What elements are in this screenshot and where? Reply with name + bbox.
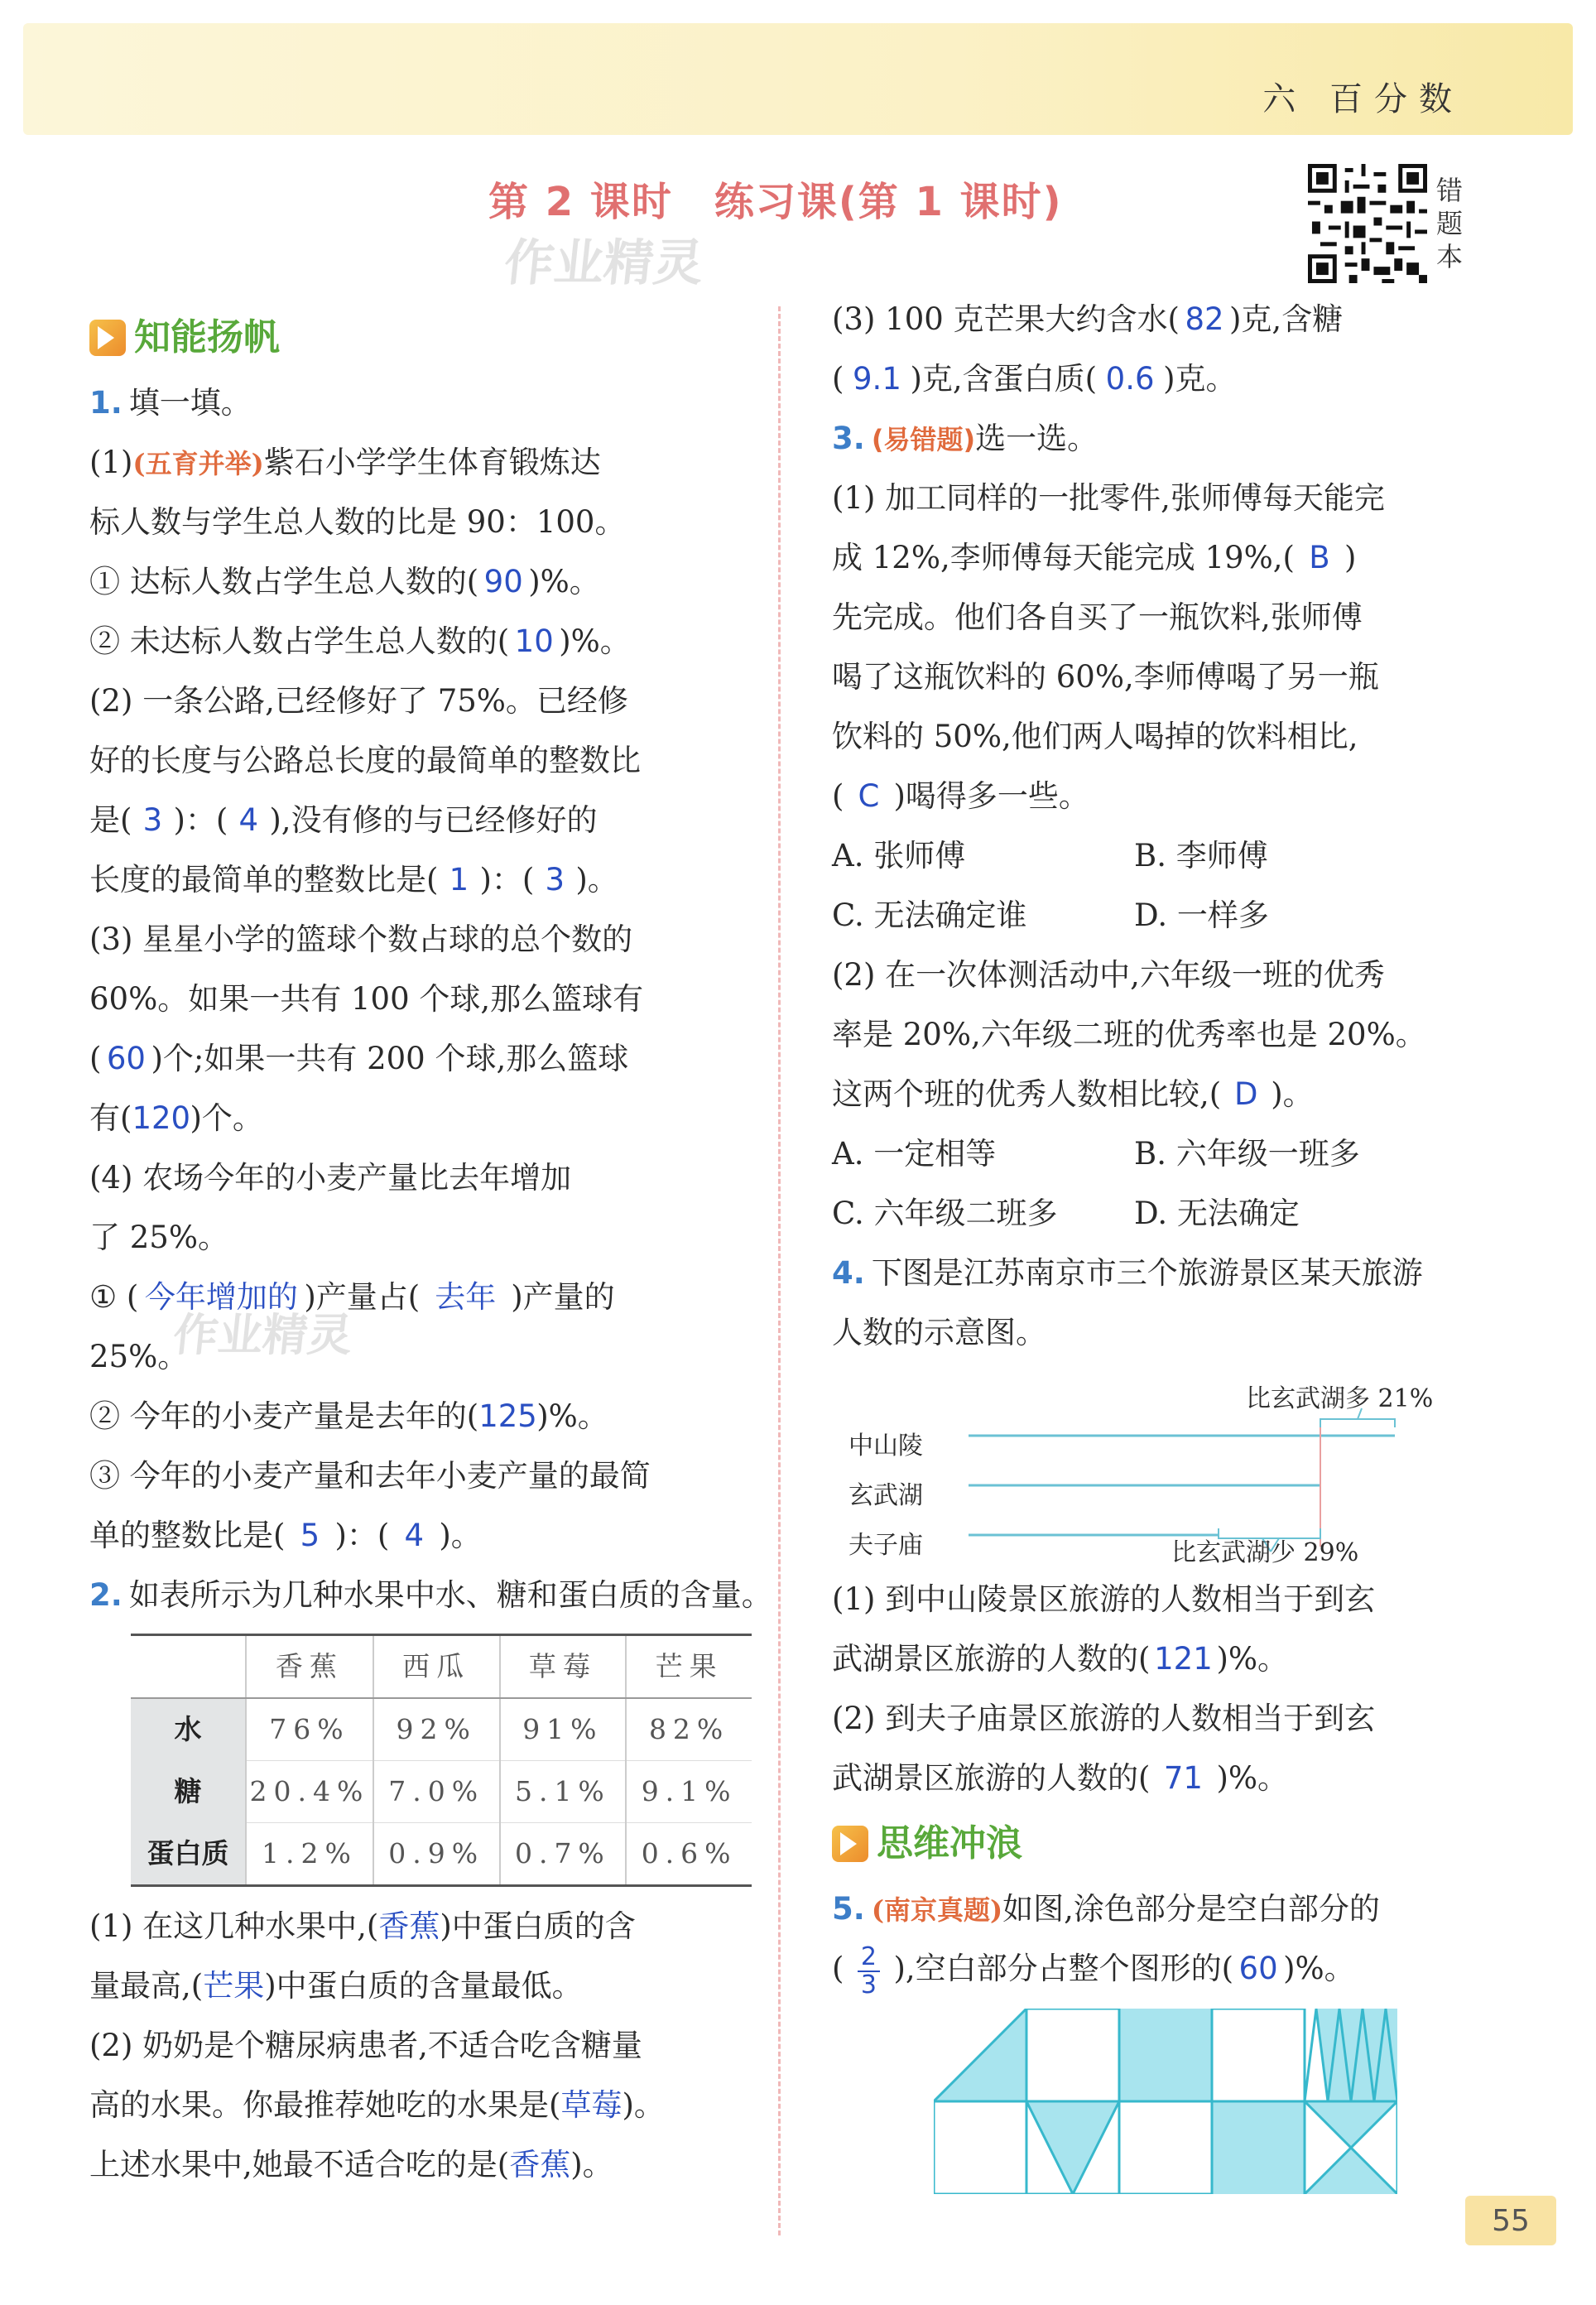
option: C. 无法确定谁 (832, 897, 1027, 933)
diagram-label: 玄武湖 (848, 1481, 923, 1510)
answer: 去年 (435, 1279, 497, 1315)
shaded-grid-figure (934, 2009, 1397, 2194)
q1-line (89, 1387, 752, 1446)
answer: 60 (1238, 1951, 1278, 1986)
q3-line: (2) 在一次体测活动中,六年级一班的优秀 (832, 957, 1385, 993)
table-cell: 0.7% (500, 1823, 627, 1886)
section-header-siwei (832, 1808, 1486, 1879)
table-cell: 0.6% (626, 1823, 752, 1886)
q1-line (89, 791, 752, 850)
chapter-title: 六 百分数 (1262, 80, 1464, 118)
option: C. 六年级二班多 (832, 1196, 1058, 1231)
text: 量最高,( (89, 1968, 204, 2004)
text: )。 (622, 2087, 665, 2123)
table-cell: 76% (246, 1698, 373, 1761)
diagram-note-top: 比玄武湖多 21% (1246, 1384, 1434, 1413)
wave-icon (832, 1826, 868, 1862)
answer: 120 (132, 1100, 191, 1136)
q1-line: 好的长度与公路总长度的最简单的整数比 (89, 743, 641, 778)
option: B. 六年级一班多 (1134, 1136, 1360, 1172)
answer: 草莓 (560, 2087, 623, 2123)
question-number: 5. (832, 1891, 865, 1927)
table-cell: 1.2% (246, 1823, 373, 1886)
answer: 4 (238, 802, 259, 838)
question-title: 选一选。 (975, 421, 1098, 456)
q1-line: 了 25%。 (89, 1220, 228, 1255)
answer: D (1233, 1076, 1258, 1112)
answer: B (1309, 540, 1330, 575)
text: )：( (334, 1518, 390, 1553)
answer: 4 (404, 1518, 425, 1553)
text: 成 12%,李师傅每天能完成 19%,( (832, 540, 1295, 575)
text: ),没有修的与已经修好的 (269, 802, 598, 838)
question-number: 1. (89, 385, 123, 421)
text: )个;如果一共有 200 个球,那么篮球 (151, 1041, 629, 1076)
q3-options (832, 1184, 1486, 1244)
table-cell: 82% (626, 1698, 752, 1761)
qr-label: 错题本 (1436, 175, 1464, 272)
q1-line (89, 552, 752, 612)
text: )。 (439, 1518, 482, 1553)
q2-line (89, 2135, 752, 2195)
text: ② 未达标人数占学生总人数的( (89, 623, 510, 659)
text: ( (832, 361, 844, 397)
text: )%。 (536, 1398, 608, 1434)
question-number: 3. (832, 421, 865, 456)
q1-line (89, 1089, 752, 1148)
text: ① ( (89, 1279, 139, 1315)
text: ( (89, 1041, 102, 1076)
question-1-header (89, 373, 752, 433)
diagram-note-bottom: 比玄武湖少 29% (1171, 1538, 1359, 1567)
table-cell: 91% (500, 1698, 627, 1761)
question-title: 如表所示为几种水果中水、糖和蛋白质的含量。 (128, 1577, 772, 1613)
q2-line (89, 1897, 752, 1956)
text: (1) 在这几种水果中,( (89, 1908, 379, 1944)
text: 紫石小学学生体育锻炼达 (263, 445, 601, 480)
table-cell: 0.9% (373, 1823, 500, 1886)
q3-line: 先完成。他们各自买了一瓶饮料,张师傅 (832, 599, 1363, 635)
table-column-header: 香蕉 (246, 1635, 373, 1699)
table-column-header: 芒果 (626, 1635, 752, 1699)
q3-line: 喝了这瓶饮料的 60%,李师傅喝了另一瓶 (832, 659, 1379, 695)
tag-label: (南京真题) (871, 1894, 1003, 1926)
question-title: 下图是江苏南京市三个旅游景区某天旅游 (871, 1255, 1423, 1291)
text: 这两个班的优秀人数相比较,( (832, 1076, 1222, 1112)
q1-line: 60%。如果一共有 100 个球,那么篮球有 (89, 981, 644, 1017)
table-cell: 5.1% (500, 1761, 627, 1823)
fraction-denominator: 3 (860, 1970, 877, 1999)
fraction (858, 1944, 880, 1999)
watermark: 作业精灵 (171, 1309, 355, 1361)
q4-line: (2) 到夫子庙景区旅游的人数相当于到玄 (832, 1701, 1376, 1736)
text: 长度的最简单的整数比是( (89, 862, 439, 897)
answer: 5 (300, 1518, 320, 1553)
question-3-header (832, 409, 1486, 469)
section-header-zhineng (89, 302, 752, 373)
q1-line (89, 433, 752, 493)
question-2-header (89, 1566, 772, 1625)
page-title: 第 2 课时 练习课(第 1 课时) (488, 179, 1063, 225)
text: )克,含蛋白质( (910, 361, 1098, 397)
text: ) (1344, 540, 1357, 575)
option: D. 无法确定 (1134, 1196, 1300, 1231)
answer: 0.6 (1105, 361, 1155, 397)
left-column (89, 302, 772, 2195)
question-5-header (832, 1879, 1486, 1939)
q1-line (89, 1029, 752, 1089)
text: )产量占( (304, 1279, 421, 1315)
answer: 90 (483, 564, 523, 599)
text: )中蛋白质的含量最低。 (264, 1968, 583, 2004)
text: 上述水果中,她最不适合吃的是( (89, 2147, 510, 2182)
text: 是( (89, 802, 132, 838)
text: ① 达标人数占学生总人数的( (89, 564, 479, 599)
q3-options (832, 886, 1486, 946)
text: )%。 (528, 564, 600, 599)
table-cell: 7.0% (373, 1761, 500, 1823)
answer: 10 (514, 623, 554, 659)
q2-line (832, 290, 1486, 349)
table-row-header: 蛋白质 (131, 1823, 246, 1886)
text: )%。 (1216, 1641, 1289, 1677)
question-number: 2. (89, 1577, 123, 1613)
option: B. 李师傅 (1134, 838, 1268, 873)
answer: C (858, 778, 880, 814)
text: )：( (173, 802, 228, 838)
table-row-header: 水 (131, 1698, 246, 1761)
q1-line (89, 1506, 752, 1566)
q3-line: 率是 20%,六年级二班的优秀率也是 20%。 (832, 1017, 1426, 1052)
q3-options (832, 826, 1486, 886)
text: 武湖景区旅游的人数的( (832, 1641, 1151, 1677)
question-title: 如图,涂色部分是空白部分的 (1002, 1891, 1380, 1927)
text: )。 (1271, 1076, 1314, 1112)
fruit-nutrition-table (131, 1634, 752, 1887)
answer: 3 (545, 862, 565, 897)
table-column-header: 草莓 (500, 1635, 627, 1699)
question-title: 填一填。 (128, 385, 252, 421)
text: ( (832, 778, 844, 814)
diagram-label: 夫子庙 (848, 1531, 923, 1560)
q3-line (832, 528, 1486, 588)
answer: 82 (1185, 301, 1224, 337)
table-cell: 20.4% (246, 1761, 373, 1823)
text: )克。 (1163, 361, 1237, 397)
q1-line: (3) 星星小学的篮球个数占球的总个数的 (89, 922, 633, 957)
question-4-header (832, 1244, 1486, 1303)
right-column (832, 290, 1486, 2194)
q1-line: 标人数与学生总人数的比是 90：100。 (89, 504, 626, 540)
q2-line: (2) 奶奶是个糖尿病患者,不适合吃含糖量 (89, 2028, 642, 2063)
text: )%。 (1283, 1951, 1355, 1986)
table-cell: 9.1% (626, 1761, 752, 1823)
q3-line (832, 1065, 1486, 1124)
table-header-row (131, 1635, 752, 1699)
answer: 香蕉 (509, 2147, 571, 2182)
answer: 121 (1154, 1641, 1213, 1677)
table-row (131, 1823, 752, 1886)
q5-line (832, 1939, 1486, 2005)
q1-line (89, 612, 752, 671)
column-divider (778, 306, 781, 2235)
text: ( (832, 1951, 844, 1986)
tag-label: (五育并举) (132, 448, 264, 479)
q3-options (832, 1124, 1486, 1184)
q1-line: (2) 一条公路,已经修好了 75%。已经修 (89, 683, 628, 719)
table-row (131, 1698, 752, 1761)
q1-line: ③ 今年的小麦产量和去年小麦产量的最简 (89, 1458, 651, 1494)
section-title: 思维冲浪 (877, 1822, 1022, 1865)
table-cell: 92% (373, 1698, 500, 1761)
answer: 今年增加的 (144, 1279, 298, 1315)
text: (3) 100 克芒果大约含水( (832, 301, 1180, 337)
text: )产量的 (511, 1279, 615, 1315)
q4-line: (1) 到中山陵景区旅游的人数相当于到玄 (832, 1581, 1376, 1617)
watermark: 作业精灵 (501, 234, 707, 292)
q4-line (832, 1629, 1486, 1689)
answer: 芒果 (203, 1968, 265, 2004)
q1-line: 25%。 (89, 1339, 189, 1374)
q2-line (832, 349, 1486, 409)
question-number: 4. (832, 1255, 865, 1291)
q3-line: (1) 加工同样的一批零件,张师傅每天能完 (832, 480, 1385, 516)
text: )：( (479, 862, 535, 897)
q1-line: (4) 农场今年的小麦产量比去年增加 (89, 1160, 572, 1196)
option: D. 一样多 (1134, 897, 1269, 933)
text: )%。 (559, 623, 631, 659)
sail-icon (89, 320, 126, 356)
answer: 3 (142, 802, 163, 838)
q2-line (89, 1956, 752, 2016)
answer: 香蕉 (378, 1908, 440, 1944)
text: 高的水果。你最推荐她吃的水果是( (89, 2087, 561, 2123)
qr-code-icon[interactable] (1308, 164, 1427, 283)
text: 单的整数比是( (89, 1518, 286, 1553)
text: )%。 (1216, 1760, 1289, 1796)
table-row-header: 糖 (131, 1761, 246, 1823)
table-corner (131, 1635, 246, 1699)
text: (1) (89, 445, 133, 480)
section-title: 知能扬帆 (134, 316, 280, 359)
table-row (131, 1761, 752, 1823)
text: ② 今年的小麦产量是去年的( (89, 1398, 479, 1434)
answer: 125 (478, 1398, 537, 1434)
option: A. 张师傅 (832, 838, 966, 873)
q2-line (89, 2076, 752, 2135)
q4-line (832, 1749, 1486, 1808)
diagram-label: 中山陵 (848, 1432, 923, 1460)
fraction-numerator: 2 (858, 1944, 880, 1972)
answer: 9.1 (853, 361, 901, 397)
text: )。 (570, 2147, 613, 2182)
text: )喝得多一些。 (893, 778, 1089, 814)
text: 武湖景区旅游的人数的( (832, 1760, 1151, 1796)
text: )个。 (190, 1100, 263, 1136)
q3-line (832, 767, 1486, 826)
q1-line (89, 850, 752, 910)
answer: 71 (1163, 1760, 1203, 1796)
text: ),空白部分占整个图形的( (893, 1951, 1234, 1986)
option: A. 一定相等 (832, 1136, 997, 1172)
tag-label: (易错题) (871, 424, 976, 455)
q4-line: 人数的示意图。 (832, 1315, 1046, 1350)
text: )克,含糖 (1229, 301, 1344, 337)
text: 有( (89, 1100, 132, 1136)
answer: 60 (106, 1041, 146, 1076)
answer: 1 (449, 862, 469, 897)
text: )。 (575, 862, 618, 897)
page-number: 55 (1465, 2196, 1556, 2245)
q3-line: 饮料的 50%,他们两人喝掉的饮料相比, (832, 719, 1358, 754)
text: )中蛋白质的含 (440, 1908, 636, 1944)
table-column-header: 西瓜 (373, 1635, 500, 1699)
